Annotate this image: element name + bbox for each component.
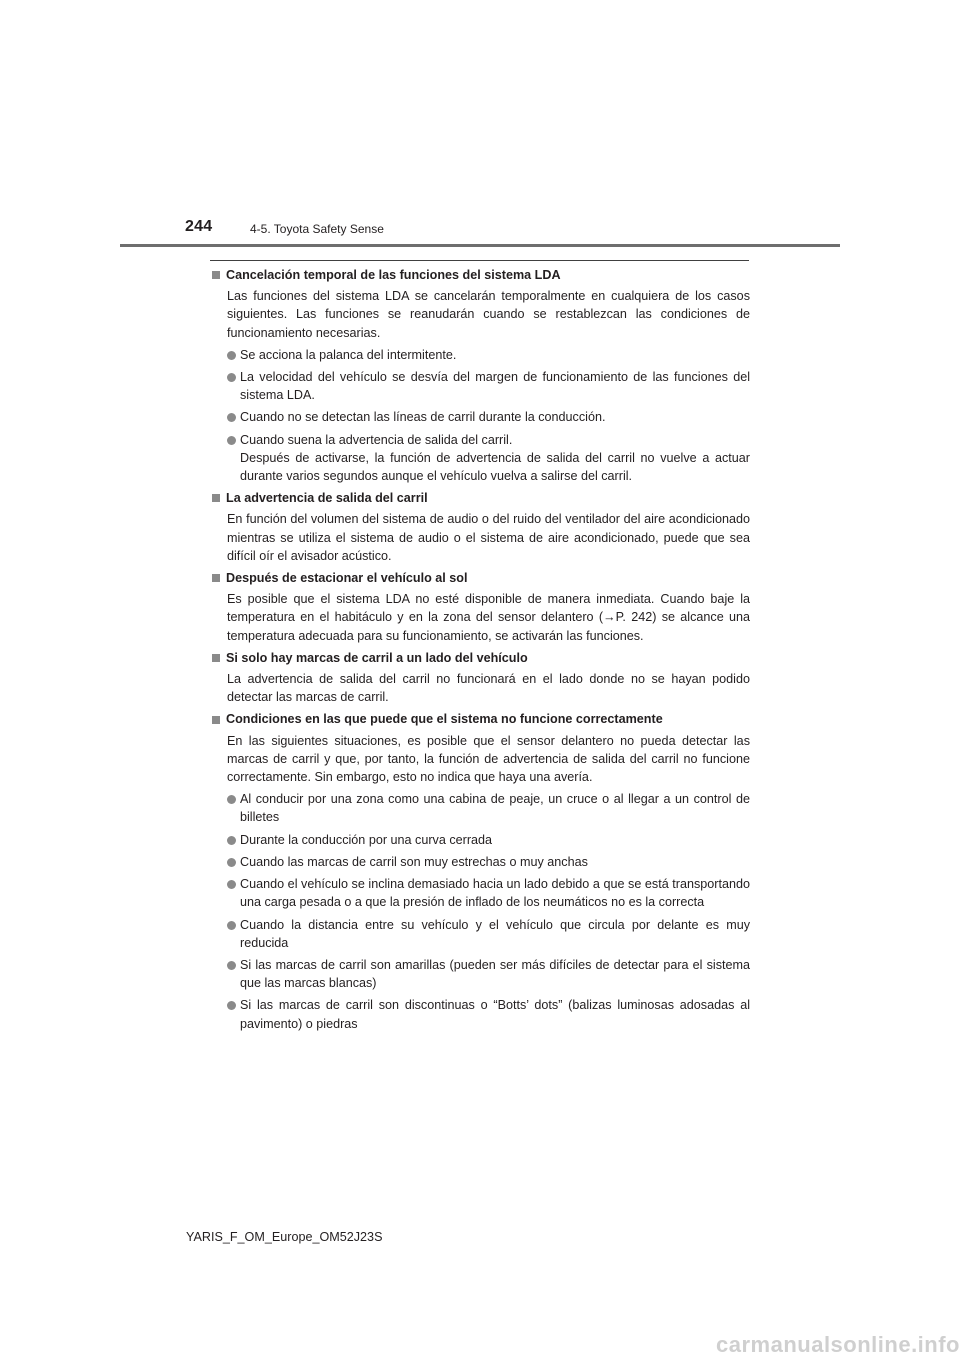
circle-bullet-icon — [227, 921, 236, 930]
list-item — [227, 431, 750, 486]
block-title-text: La advertencia de salida del carril — [226, 491, 428, 506]
square-bullet-icon — [212, 494, 220, 502]
list-item-text: Cuando suena la advertencia de salida del carril. Después de activarse, la función de advertencia de salida del carril no vuelve a actuar durante varios segundos aunque el vehículo vuelva a salirse del carril. — [240, 432, 750, 484]
circle-bullet-icon — [227, 351, 236, 360]
list-item-text: Cuando la distancia entre su vehículo y el vehículo que circula por delante es muy reducida — [240, 917, 750, 950]
list-item-text: Se acciona la palanca del intermitente. — [240, 347, 457, 362]
list-item-text: Cuando las marcas de carril son muy estrechas o muy anchas — [240, 854, 588, 869]
circle-bullet-icon — [227, 880, 236, 889]
block-title-text: Cancelación temporal de las funciones del sistema LDA — [226, 268, 561, 282]
section-title: 4-5. Toyota Safety Sense — [250, 222, 384, 236]
block-paragraph: Las funciones del sistema LDA se cancelarán temporalmente en cualquiera de los casos siguientes. Las funciones se reanudarán cuando se restablezcan las condiciones de funcionamiento necesarias. — [227, 289, 750, 340]
block-paragraph: En las siguientes situaciones, es posible que el sensor delantero no pueda detectar las marcas de carril y que, por tanto, la función de advertencia de salida del carril no funcione correctamente. Sin embargo, esto no indica que haya una avería. — [227, 733, 750, 785]
list-item — [227, 831, 750, 849]
block-malfunction-conditions — [210, 710, 750, 1032]
block-title — [210, 710, 750, 728]
list-item — [227, 875, 750, 911]
list-item-text: Cuando el vehículo se inclina demasiado hacia un lado debido a que se está transportando una carga pesada o a que la presión de inflado de los neumáticos no es la correcta — [240, 877, 750, 910]
block-title-text: Condiciones en las que puede que el sistema no funcione correctamente — [226, 712, 663, 727]
list-item — [227, 368, 750, 404]
block-paragraph: La advertencia de salida del carril no funcionará en el lado donde no se hayan podido detectar las marcas de carril. — [227, 672, 750, 705]
square-bullet-icon — [212, 574, 220, 582]
circle-bullet-icon — [227, 413, 236, 422]
page-content — [210, 266, 750, 1037]
circle-bullet-icon — [227, 373, 236, 382]
list-item-text: Si las marcas de carril son discontinuas o “Botts’ dots” (balizas luminosas adosadas al pavimento) o piedras — [240, 998, 750, 1031]
list-item-text: Al conducir por una zona como una cabina de peaje, un cruce o al llegar a un control de billetes — [240, 792, 750, 825]
list-item-text: Si las marcas de carril son amarillas (pueden ser más difíciles de detectar para el sistema que las marcas blancas) — [240, 957, 750, 991]
square-bullet-icon — [212, 654, 220, 662]
list-item — [227, 853, 750, 871]
block-after-parking-in-sun — [210, 569, 750, 645]
block-title-text: Después de estacionar el vehículo al sol — [226, 571, 468, 586]
block-lane-departure-warning — [210, 489, 750, 565]
block-paragraph: Es posible que el sistema LDA no esté disponible de manera inmediata. Cuando baje la temperatura en el habitáculo y en la zona del sensor delantero (→P. 242) se alcance una temperatura adecuada para su funcionamiento, se activarán las funciones. — [227, 592, 750, 643]
document-code: YARIS_F_OM_Europe_OM52J23S — [186, 1230, 383, 1244]
block-temporary-cancellation — [210, 266, 750, 485]
block-title — [210, 266, 750, 284]
list-item — [227, 956, 750, 992]
block-paragraph: En función del volumen del sistema de audio o del ruido del ventilador del aire acondicionado mientras se utiliza el sistema de audio o el sistema de aire acondicionado, puede que sea difícil oír el avisador acústico. — [227, 512, 750, 563]
list-item-text: La velocidad del vehículo se desvía del margen de funcionamiento de las funciones del sistema LDA. — [240, 370, 750, 403]
list-item-text: Durante la conducción por una curva cerrada — [240, 832, 493, 847]
list-item — [227, 996, 750, 1032]
header-rule — [120, 244, 840, 247]
list-item — [227, 408, 750, 426]
page-number: 244 — [185, 218, 213, 235]
circle-bullet-icon — [227, 836, 236, 845]
circle-bullet-icon — [227, 436, 236, 445]
square-bullet-icon — [212, 716, 220, 724]
circle-bullet-icon — [227, 961, 236, 970]
list-item — [227, 916, 750, 952]
list-item — [227, 790, 750, 826]
list-item-text: Cuando no se detectan las líneas de carril durante la conducción. — [240, 410, 606, 425]
block-title — [210, 649, 750, 667]
block-title — [210, 569, 750, 587]
circle-bullet-icon — [227, 858, 236, 867]
block-title — [210, 489, 750, 507]
section-divider — [210, 260, 749, 261]
circle-bullet-icon — [227, 1001, 236, 1010]
list-item — [227, 346, 750, 364]
block-one-side-markings — [210, 649, 750, 707]
watermark: carmanualsonline.info — [716, 1332, 960, 1357]
block-title-text: Si solo hay marcas de carril a un lado del vehículo — [226, 650, 528, 665]
circle-bullet-icon — [227, 795, 236, 804]
square-bullet-icon — [212, 271, 220, 279]
